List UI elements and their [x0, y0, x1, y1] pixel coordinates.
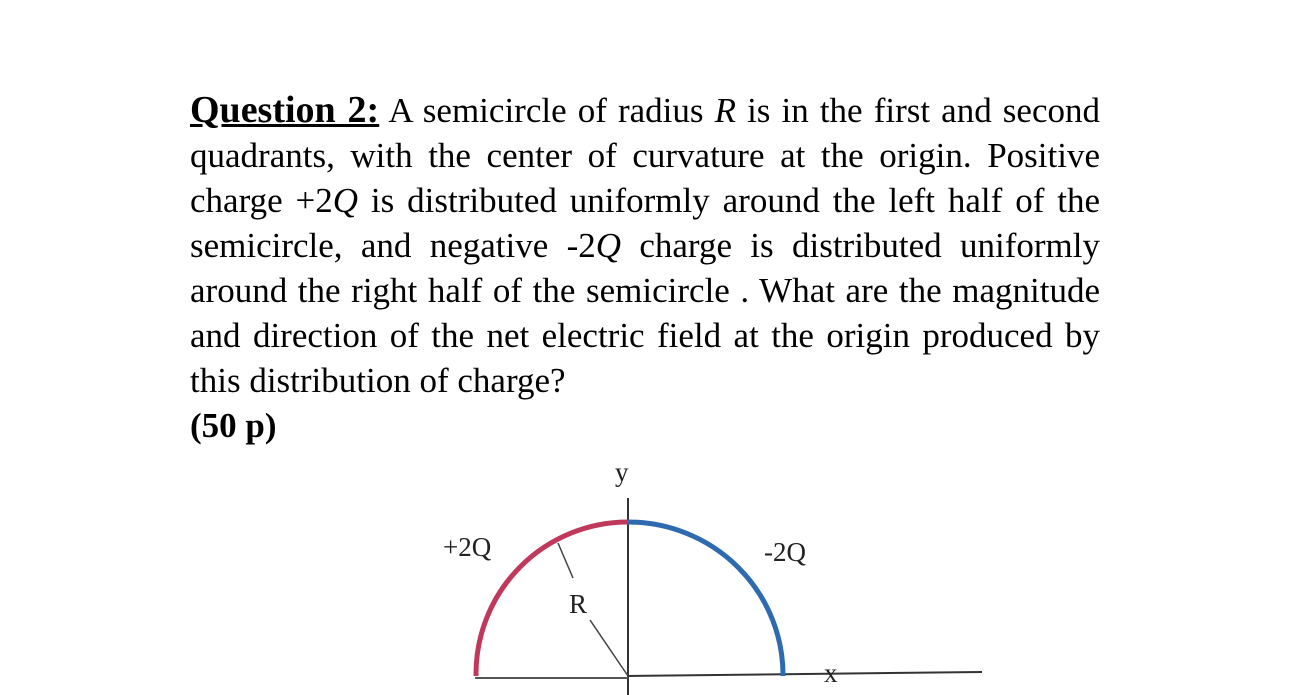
radius-line-upper	[558, 543, 573, 578]
negative-charge-label: -2Q	[764, 537, 806, 567]
negative-charge-arc	[628, 522, 783, 676]
question-text-part: is in the first and second quadrants, with the center of curvature at the origin. Positive charge +2	[190, 91, 1100, 220]
radius-label: R	[569, 589, 588, 619]
y-axis-label: y	[615, 457, 629, 487]
question-text-part: A semicircle of radius	[379, 91, 715, 130]
question-heading: Question 2:	[190, 89, 380, 131]
question-text-part: charge is distributed uniformly around the right half of the semicircle . What are the magnitude and direction of the net electric field at the origin produced by this distribution of charge?	[190, 226, 1100, 400]
question-text-part: is distributed uniformly around the left half of the semicircle, and negative -2	[190, 181, 1100, 265]
x-axis-label: x	[824, 658, 838, 688]
radius-symbol: R	[714, 91, 736, 130]
positive-charge-arc	[476, 522, 628, 676]
charge-symbol: Q	[332, 181, 359, 220]
positive-charge-label: +2Q	[443, 532, 492, 562]
points-value: (50 p)	[190, 406, 277, 445]
charge-symbol: Q	[595, 226, 622, 265]
x-axis	[628, 672, 982, 676]
radius-line-lower	[590, 620, 628, 676]
